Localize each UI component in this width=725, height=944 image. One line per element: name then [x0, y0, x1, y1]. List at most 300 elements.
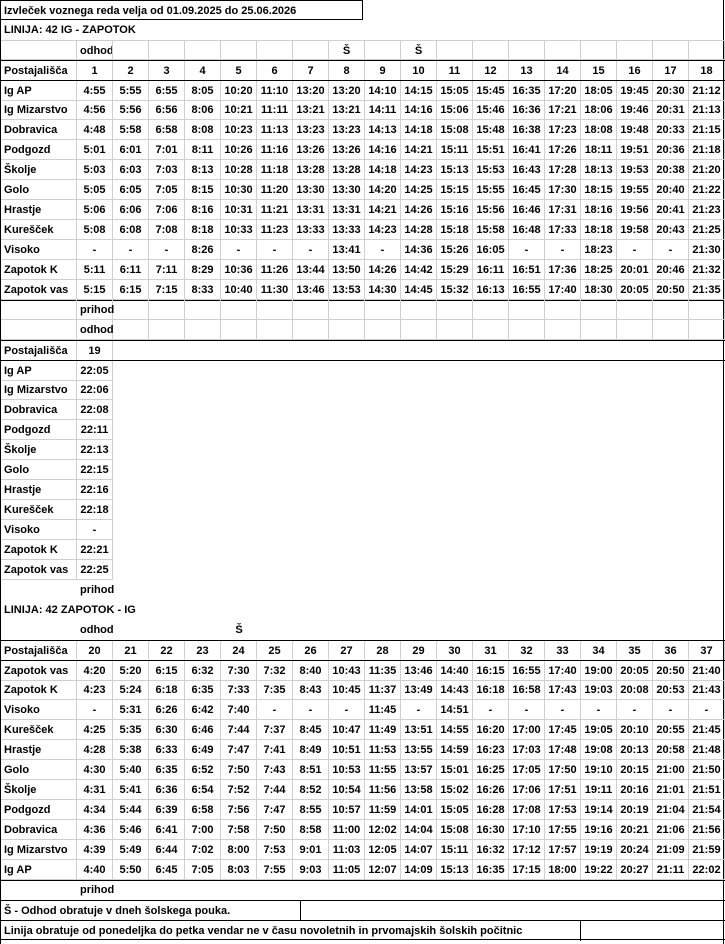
- departure-time: 17:40: [545, 661, 581, 681]
- departure-time: 15:11: [437, 140, 473, 160]
- departure-time: 19:14: [581, 800, 617, 820]
- trip-number: 6: [257, 61, 293, 81]
- departure-time: 7:47: [257, 800, 293, 820]
- departure-time: 10:40: [221, 280, 257, 300]
- departure-time: 21:40: [689, 661, 725, 681]
- departure-time: 7:53: [257, 840, 293, 860]
- section3-odhod-row: [1, 620, 725, 640]
- departure-time: 8:43: [293, 680, 329, 700]
- departure-time: 10:30: [221, 180, 257, 200]
- empty-cell: [473, 300, 509, 320]
- timetable-row: [1, 760, 725, 780]
- departure-time: 20:05: [617, 661, 653, 681]
- school-mark: [185, 40, 221, 60]
- departure-time: 17:15: [509, 860, 545, 880]
- departure-time: 19:55: [617, 180, 653, 200]
- departure-time: 22:11: [77, 420, 113, 440]
- departure-time: 14:18: [365, 160, 401, 180]
- departure-time: 11:23: [257, 220, 293, 240]
- stop-name: Ig AP: [1, 81, 77, 101]
- stop-name: Podgozd: [1, 140, 77, 160]
- departure-time: 17:21: [545, 100, 581, 120]
- departure-time: 13:31: [329, 200, 365, 220]
- trip-number: 22: [149, 641, 185, 661]
- departure-time: 11:49: [365, 720, 401, 740]
- departure-time: 20:41: [653, 200, 689, 220]
- timetable-row: [1, 500, 725, 520]
- departure-time: 21:13: [689, 100, 725, 120]
- departure-time: 17:26: [545, 140, 581, 160]
- departure-time: 20:40: [653, 180, 689, 200]
- timetable-row: [1, 700, 725, 720]
- departure-time: 16:13: [473, 280, 509, 300]
- departure-time: 21:00: [653, 760, 689, 780]
- departure-time: 8:52: [293, 780, 329, 800]
- departure-time: 11:20: [257, 180, 293, 200]
- stop-name: Zapotok vas: [1, 560, 77, 580]
- departure-time: 4:20: [77, 661, 113, 681]
- stop-name: Golo: [1, 180, 77, 200]
- departure-time: 22:13: [77, 440, 113, 460]
- departure-time: 4:56: [77, 100, 113, 120]
- departure-time: 15:01: [437, 760, 473, 780]
- departure-time: 5:49: [113, 840, 149, 860]
- departure-time: 13:30: [329, 180, 365, 200]
- departure-time: 21:35: [689, 280, 725, 300]
- departure-time: 8:03: [221, 860, 257, 880]
- departure-time: 14:16: [365, 140, 401, 160]
- trip-number: 30: [437, 641, 473, 661]
- timetable-row: [1, 80, 725, 100]
- trip-number: 1: [77, 61, 113, 81]
- empty-cell: [545, 320, 581, 340]
- section2-prihod-row: [1, 580, 725, 600]
- departure-time: 20:50: [653, 280, 689, 300]
- departure-time: 19:48: [617, 120, 653, 140]
- departure-time: 19:53: [617, 160, 653, 180]
- departure-time: 6:42: [185, 700, 221, 720]
- departure-time: 14:43: [437, 680, 473, 700]
- departure-time: 13:28: [329, 160, 365, 180]
- departure-time: 7:01: [149, 140, 185, 160]
- section1-header-row: [1, 60, 725, 80]
- departure-time: 7:03: [149, 160, 185, 180]
- departure-time: 10:26: [221, 140, 257, 160]
- departure-time: 14:13: [365, 120, 401, 140]
- departure-time: 13:28: [293, 160, 329, 180]
- departure-time: 13:55: [401, 740, 437, 760]
- school-mark: Š: [401, 40, 437, 60]
- departure-time: 6:18: [149, 680, 185, 700]
- departure-time: 13:26: [329, 140, 365, 160]
- empty-cell: [365, 320, 401, 340]
- departure-time: 7:50: [221, 760, 257, 780]
- departure-time: 8:18: [185, 220, 221, 240]
- departure-time: 20:58: [653, 740, 689, 760]
- departure-time: 21:15: [689, 120, 725, 140]
- departure-time: 7:11: [149, 260, 185, 280]
- departure-time: 19:46: [617, 100, 653, 120]
- trip-number: 11: [437, 61, 473, 81]
- departure-time: 16:45: [509, 180, 545, 200]
- departure-time: 16:11: [473, 260, 509, 280]
- trip-number: 19: [77, 341, 113, 361]
- departure-time: 14:09: [401, 860, 437, 880]
- departure-time: 21:45: [689, 720, 725, 740]
- departure-time: 14:59: [437, 740, 473, 760]
- trip-number: 16: [617, 61, 653, 81]
- departure-time: 4:25: [77, 720, 113, 740]
- departure-time: 11:59: [365, 800, 401, 820]
- school-mark: [437, 620, 473, 640]
- departure-time: 21:04: [653, 800, 689, 820]
- departure-time: 6:05: [113, 180, 149, 200]
- departure-time: 8:11: [185, 140, 221, 160]
- departure-time: -: [545, 240, 581, 260]
- empty-cell: [149, 320, 185, 340]
- departure-time: 17:30: [545, 180, 581, 200]
- empty-cell: [437, 320, 473, 340]
- departure-time: 20:31: [653, 100, 689, 120]
- departure-time: 19:16: [581, 820, 617, 840]
- trip-number: 14: [545, 61, 581, 81]
- departure-time: 22:05: [77, 361, 113, 381]
- departure-time: -: [509, 700, 545, 720]
- departure-time: 7:15: [149, 280, 185, 300]
- arrival-label: prihod: [80, 884, 115, 896]
- stop-name: Zapotok vas: [1, 280, 77, 300]
- title-row: [1, 0, 725, 20]
- departure-time: 14:23: [401, 160, 437, 180]
- departure-time: 17:50: [545, 760, 581, 780]
- departure-time: 17:45: [545, 720, 581, 740]
- stop-name: Kurešček: [1, 720, 77, 740]
- trip-number: 37: [689, 641, 725, 661]
- trip-number: 12: [473, 61, 509, 81]
- timetable-row: [1, 780, 725, 800]
- departure-time: 10:33: [221, 220, 257, 240]
- departure-time: 15:58: [473, 220, 509, 240]
- departure-time: 17:48: [545, 740, 581, 760]
- departure-time: 21:32: [689, 260, 725, 280]
- departure-time: 6:52: [185, 760, 221, 780]
- departure-time: 14:23: [365, 220, 401, 240]
- stops-header: Postajališča: [1, 341, 77, 361]
- departure-time: 15:56: [473, 200, 509, 220]
- school-mark: [293, 40, 329, 60]
- school-mark: [437, 40, 473, 60]
- departure-time: 8:51: [293, 760, 329, 780]
- departure-time: -: [653, 240, 689, 260]
- departure-label: odhod: [80, 624, 114, 636]
- arrival-label: prihod: [80, 584, 115, 596]
- departure-time: 15:51: [473, 140, 509, 160]
- departure-time: 20:53: [653, 680, 689, 700]
- empty-cell: [365, 300, 401, 320]
- timetable-row: [1, 520, 725, 540]
- empty-cell: [437, 300, 473, 320]
- departure-time: 16:58: [509, 680, 545, 700]
- departure-time: 20:01: [617, 260, 653, 280]
- departure-time: 16:25: [473, 760, 509, 780]
- footnote-operation: Linija obratuje od ponedeljka do petka vendar ne v času novoletnih in prvomajskih šolskih počitnic: [1, 921, 581, 941]
- departure-time: 11:55: [365, 760, 401, 780]
- empty-cell: [617, 300, 653, 320]
- departure-time: 5:35: [113, 720, 149, 740]
- timetable-row: [1, 480, 725, 500]
- departure-time: 6:26: [149, 700, 185, 720]
- departure-time: -: [257, 240, 293, 260]
- departure-time: 16:43: [509, 160, 545, 180]
- departure-time: 17:12: [509, 840, 545, 860]
- timetable-row: [1, 180, 725, 200]
- departure-time: 21:25: [689, 220, 725, 240]
- departure-time: 18:16: [581, 200, 617, 220]
- departure-time: 8:29: [185, 260, 221, 280]
- departure-time: 14:21: [365, 200, 401, 220]
- departure-time: 17:55: [545, 820, 581, 840]
- departure-time: 15:53: [473, 160, 509, 180]
- route-label-zapotok-ig: LINIJA: 42 ZAPOTOK - IG: [4, 604, 136, 616]
- departure-time: 17:00: [509, 720, 545, 740]
- departure-time: 20:55: [653, 720, 689, 740]
- departure-time: 11:26: [257, 260, 293, 280]
- timetable-row: [1, 460, 725, 480]
- trip-number: 25: [257, 641, 293, 661]
- departure-time: 6:49: [185, 740, 221, 760]
- departure-time: 11:30: [257, 280, 293, 300]
- departure-time: 6:54: [185, 780, 221, 800]
- departure-time: 15:26: [437, 240, 473, 260]
- section2-header-row: [1, 340, 725, 360]
- departure-time: 20:13: [617, 740, 653, 760]
- departure-time: -: [401, 700, 437, 720]
- school-mark: [545, 40, 581, 60]
- departure-time: 17:43: [545, 680, 581, 700]
- departure-time: 6:01: [113, 140, 149, 160]
- departure-time: 8:08: [185, 120, 221, 140]
- stop-name: Školje: [1, 780, 77, 800]
- departure-time: 5:44: [113, 800, 149, 820]
- departure-time: 7:47: [221, 740, 257, 760]
- timetable-row: [1, 100, 725, 120]
- stop-name: Ig AP: [1, 860, 77, 880]
- departure-time: 5:06: [77, 200, 113, 220]
- departure-time: 4:34: [77, 800, 113, 820]
- stop-name: Hrastje: [1, 480, 77, 500]
- departure-time: 21:06: [653, 820, 689, 840]
- departure-time: 5:20: [113, 661, 149, 681]
- departure-time: 14:16: [401, 100, 437, 120]
- departure-time: 18:25: [581, 260, 617, 280]
- trip-number: 26: [293, 641, 329, 661]
- departure-time: 11:37: [365, 680, 401, 700]
- departure-time: 18:05: [581, 81, 617, 101]
- departure-time: 16:05: [473, 240, 509, 260]
- section1-label-row: [1, 20, 725, 40]
- school-mark: [113, 620, 149, 640]
- departure-time: 16:35: [473, 860, 509, 880]
- departure-time: 5:56: [113, 100, 149, 120]
- departure-time: 13:33: [329, 220, 365, 240]
- departure-time: 14:40: [437, 661, 473, 681]
- departure-time: -: [329, 700, 365, 720]
- departure-time: -: [581, 700, 617, 720]
- departure-time: 15:13: [437, 860, 473, 880]
- departure-time: 14:11: [365, 100, 401, 120]
- empty-cell: [401, 320, 437, 340]
- departure-time: 16:15: [473, 661, 509, 681]
- departure-time: 7:40: [221, 700, 257, 720]
- timetable-row: [1, 440, 725, 460]
- departure-time: 22:08: [77, 400, 113, 420]
- departure-time: 7:32: [257, 661, 293, 681]
- departure-time: 7:33: [221, 680, 257, 700]
- trip-number: 36: [653, 641, 689, 661]
- departure-time: 13:46: [293, 280, 329, 300]
- stop-name: Hrastje: [1, 200, 77, 220]
- departure-time: 19:08: [581, 740, 617, 760]
- school-mark: [545, 620, 581, 640]
- departure-time: 17:53: [545, 800, 581, 820]
- departure-time: 20:27: [617, 860, 653, 880]
- departure-time: 15:29: [437, 260, 473, 280]
- departure-time: 14:04: [401, 820, 437, 840]
- school-mark: [149, 620, 185, 640]
- departure-time: 6:58: [149, 120, 185, 140]
- departure-time: 8:05: [185, 81, 221, 101]
- timetable-row: [1, 840, 725, 860]
- departure-time: -: [617, 240, 653, 260]
- trip-number: 33: [545, 641, 581, 661]
- departure-time: 5:01: [77, 140, 113, 160]
- departure-time: 8:15: [185, 180, 221, 200]
- departure-time: 7:02: [185, 840, 221, 860]
- departure-label: odhod: [77, 40, 113, 60]
- departure-time: 11:45: [365, 700, 401, 720]
- departure-time: 4:39: [77, 840, 113, 860]
- departure-time: 22:25: [77, 560, 113, 580]
- departure-time: -: [221, 240, 257, 260]
- departure-time: 22:02: [689, 860, 725, 880]
- departure-time: 19:03: [581, 680, 617, 700]
- departure-time: 13:58: [401, 780, 437, 800]
- timetable-row: [1, 740, 725, 760]
- stop-name: Školje: [1, 440, 77, 460]
- trip-number: 13: [509, 61, 545, 81]
- school-mark: [473, 620, 509, 640]
- trip-number: 8: [329, 61, 365, 81]
- departure-time: 15:15: [437, 180, 473, 200]
- departure-time: 15:05: [437, 81, 473, 101]
- departure-time: 13:49: [401, 680, 437, 700]
- school-mark: Š: [235, 624, 243, 636]
- school-mark: [113, 40, 149, 60]
- departure-time: -: [149, 240, 185, 260]
- departure-time: 7:58: [221, 820, 257, 840]
- stop-name: Dobravica: [1, 120, 77, 140]
- departure-time: 19:19: [581, 840, 617, 860]
- departure-time: 21:20: [689, 160, 725, 180]
- departure-time: 20:15: [617, 760, 653, 780]
- departure-time: 5:40: [113, 760, 149, 780]
- departure-time: 11:11: [257, 100, 293, 120]
- departure-time: 13:33: [293, 220, 329, 240]
- empty-cell: [221, 320, 257, 340]
- school-mark: [77, 620, 113, 640]
- departure-time: 21:11: [653, 860, 689, 880]
- departure-time: 17:28: [545, 160, 581, 180]
- departure-time: 14:25: [401, 180, 437, 200]
- departure-time: 6:15: [113, 280, 149, 300]
- departure-time: 10:51: [329, 740, 365, 760]
- departure-time: 14:07: [401, 840, 437, 860]
- departure-time: 17:03: [509, 740, 545, 760]
- stop-name: Visoko: [1, 520, 77, 540]
- departure-time: 17:51: [545, 780, 581, 800]
- departure-time: 17:40: [545, 280, 581, 300]
- departure-time: 13:31: [293, 200, 329, 220]
- departure-time: 21:54: [689, 800, 725, 820]
- school-mark: [293, 620, 329, 640]
- departure-time: 5:38: [113, 740, 149, 760]
- departure-time: 13:26: [293, 140, 329, 160]
- departure-time: 14:10: [365, 81, 401, 101]
- departure-time: 11:10: [257, 81, 293, 101]
- departure-time: 5:11: [77, 260, 113, 280]
- stop-name: Ig Mizarstvo: [1, 840, 77, 860]
- empty-cell: [509, 300, 545, 320]
- departure-time: 5:41: [113, 780, 149, 800]
- departure-time: 16:23: [473, 740, 509, 760]
- departure-time: 15:08: [437, 120, 473, 140]
- departure-time: 13:57: [401, 760, 437, 780]
- trip-number: 18: [689, 61, 725, 81]
- departure-time: -: [365, 240, 401, 260]
- departure-time: 18:18: [581, 220, 617, 240]
- departure-time: 14:36: [401, 240, 437, 260]
- departure-time: 18:08: [581, 120, 617, 140]
- departure-time: 7:56: [221, 800, 257, 820]
- school-mark: [329, 620, 365, 640]
- departure-time: -: [293, 240, 329, 260]
- departure-time: 21:01: [653, 780, 689, 800]
- departure-time: 13:30: [293, 180, 329, 200]
- empty-cell: [401, 300, 437, 320]
- stops-header: Postajališča: [1, 61, 77, 81]
- timetable-row: [1, 420, 725, 440]
- departure-time: 11:18: [257, 160, 293, 180]
- departure-time: 14:30: [365, 280, 401, 300]
- departure-time: 8:55: [293, 800, 329, 820]
- stop-name: Zapotok K: [1, 540, 77, 560]
- departure-time: 7:41: [257, 740, 293, 760]
- school-mark: [617, 620, 653, 640]
- departure-time: 16:55: [509, 661, 545, 681]
- departure-time: -: [77, 520, 113, 540]
- departure-time: 19:05: [581, 720, 617, 740]
- departure-time: 7:43: [257, 760, 293, 780]
- stop-name: Ig Mizarstvo: [1, 100, 77, 120]
- departure-time: 6:45: [149, 860, 185, 880]
- departure-time: 14:01: [401, 800, 437, 820]
- departure-time: -: [293, 700, 329, 720]
- trip-number: 17: [653, 61, 689, 81]
- departure-time: 17:57: [545, 840, 581, 860]
- departure-time: -: [473, 700, 509, 720]
- departure-time: 11:00: [329, 820, 365, 840]
- departure-time: 17:36: [545, 260, 581, 280]
